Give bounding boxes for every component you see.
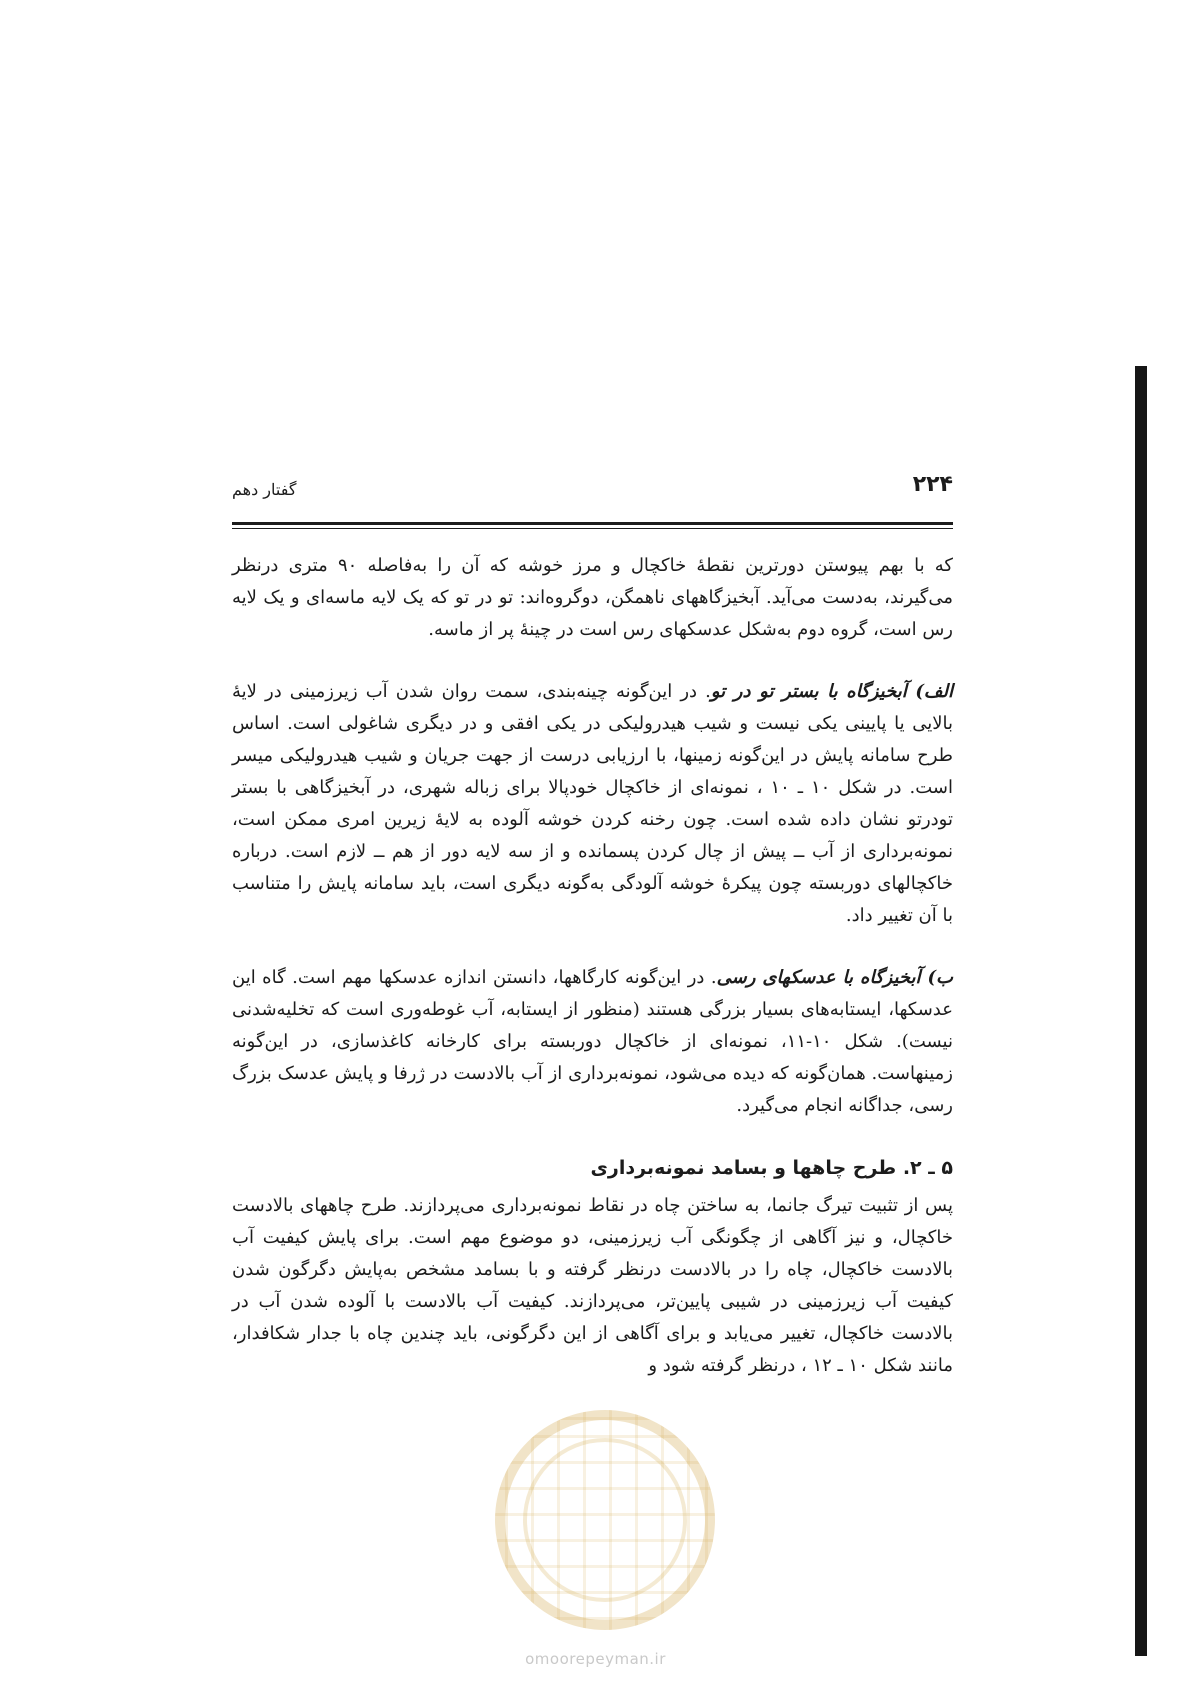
page-edge-bar bbox=[1135, 366, 1147, 1656]
paragraph-1 bbox=[232, 550, 953, 646]
page-header bbox=[232, 472, 953, 518]
page-number: ۲۲۴ bbox=[912, 472, 953, 497]
paragraph-3-lead: ب) آبخیزگاه با عدسکهای رسی bbox=[716, 967, 953, 988]
watermark-text: omoorepeyman.ir bbox=[525, 1650, 666, 1668]
paragraph-4 bbox=[232, 1190, 953, 1382]
paragraph-2-lead: الف) آبخیزگاه با بستر تو در تو bbox=[710, 681, 954, 702]
section-heading: ۵ ـ ۲. طرح چاهها و بسامد نمونه‌برداری bbox=[590, 1157, 953, 1179]
main-text bbox=[232, 550, 953, 1394]
watermark-seal-logo bbox=[495, 1410, 715, 1630]
chapter-title: گفتار دهم bbox=[232, 480, 297, 499]
header-rule-thin bbox=[232, 528, 953, 529]
paragraph-1-text: که با بهم پیوستن دورترین نقطهٔ خاکچال و مرز خوشه که آن را به‌فاصله ۹۰ متری درنظر می‌گیرند، به‌دست می‌آید. آبخیزگاههای ناهمگن، دوگروه‌اند: تو در تو که یک لایه ماسه‌ای و یک لایه رس است، گروه دوم به‌شکل عدسکهای رس است در چینهٔ پر از ماسه. bbox=[232, 555, 954, 640]
paragraph-3 bbox=[232, 962, 953, 1122]
paragraph-2 bbox=[232, 676, 953, 932]
paragraph-3-text: . در این‌گونه کارگاهها، دانستن اندازه عدسکها مهم است. گاه این عدسکها، ایستابه‌های بسیار بزرگی هستند (منظور از ایستابه، آب غوطه‌وری است که تخلیه‌شدنی نیست). شکل ۱۰-۱۱، نمونه‌ای از خاکچال دوربسته برای کارخانه کاغذسازی، در این‌گونه زمینهاست. همان‌گونه که دیده می‌شود، نمونه‌برداری از آب بالادست در ژرفا و پایش عدسک بزرگ رسی، جداگانه انجام می‌گیرد. bbox=[232, 967, 953, 1116]
header-rule-thick bbox=[232, 522, 953, 525]
paragraph-4-text: پس از تثبیت تیرگ جانما، به ساختن چاه در نقاط نمونه‌برداری می‌پردازند. طرح چاههای بالادست خاکچال، و نیز آگاهی از چگونگی آب زیرزمینی، دو موضوع مهم است. برای پایش کیفیت آب بالادست خاکچال، چاه را در بالادست درنظر گرفته و با بسامد مشخص به‌پایش دگرگون شدن کیفیت آب زیرزمینی در شیبی پایین‌تر، می‌پردازند. کیفیت آب بالادست با آلوده شدن آب در بالادست خاکچال، تغییر می‌یابد و برای آگاهی از این دگرگونی، باید چندین چاه با جدار شکافدار، مانند شکل ۱۰ ـ ۱۲ ، درنظر گرفته شود و bbox=[232, 1195, 953, 1376]
paragraph-2-text: . در این‌گونه چینه‌بندی، سمت روان شدن آب زیرزمینی در لایهٔ بالایی یا پایینی یکی نیست و شیب هیدرولیکی در یکی افقی و در دیگری شاغولی است. اساس طرح سامانه پایش در این‌گونه زمینها، با ارزیابی درست از جهت جریان و شیب هیدرولیکی میسر است. در شکل ۱۰ ـ ۱۰ ، نمونه‌ای از خاکچال خودپالا برای زباله شهری، در آبخیزگاهی با بستر تودرتو نشان داده شده است. چون رخنه کردن خوشه آلوده به لایهٔ زیرین امری ممکن است، نمونه‌برداری از آب ــ پیش از چال کردن پسمانده و از سه لایه دور از هم ــ لازم است. درباره خاکچالهای دوربسته چون پیکرهٔ خوشه آلودگی به‌گونه دیگری است، باید سامانه پایش را متناسب با آن تغییر داد. bbox=[232, 681, 953, 926]
